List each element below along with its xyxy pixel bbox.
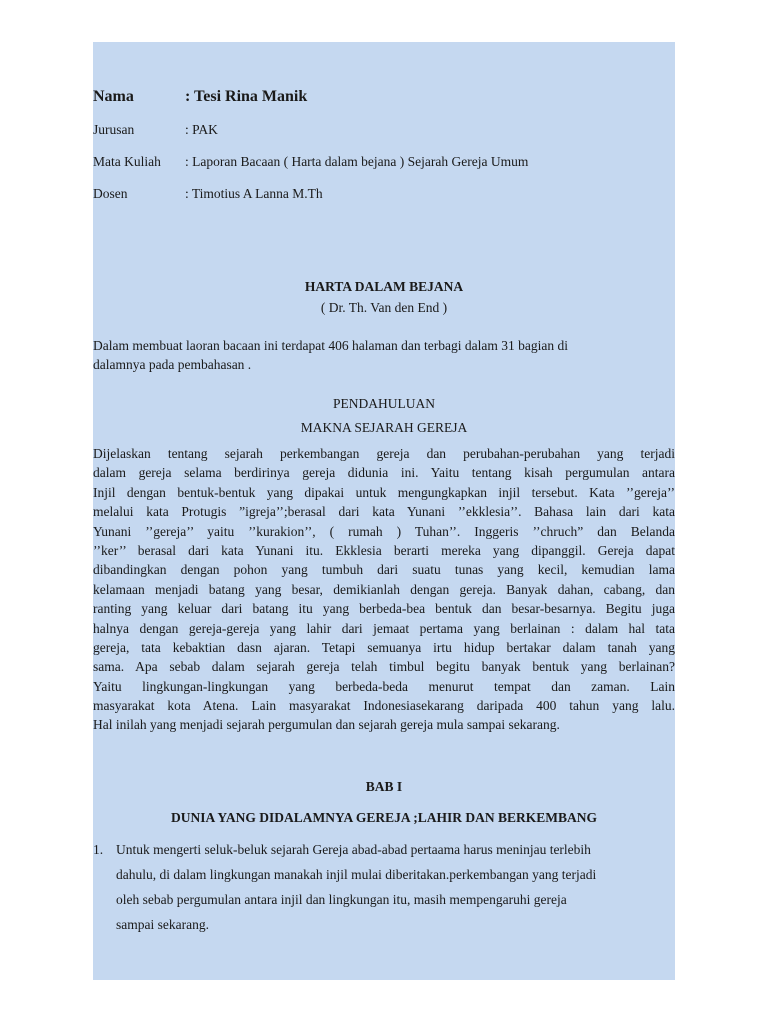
mata-kuliah-label: Mata Kuliah xyxy=(93,154,161,169)
pendahuluan-line: masyarakat kota Atena. Lain masyarakat Indonesiasekarang daripada 400 tahun yang lalu. xyxy=(93,698,675,714)
intro-line: Dalam membuat laoran bacaan ini terdapat 406 halaman dan terbagi dalam 31 bagian di xyxy=(93,338,568,353)
pendahuluan-line: Hal inilah yang menjadi sejarah pergumulan dan sejarah gereja mula sampai sekarang. xyxy=(93,717,560,733)
pendahuluan-line: melalui kata Protugis ”igreja’’;berasal dari kata Yunani ’’ekklesia’’. Bahasa lain dari kata xyxy=(93,504,675,520)
pendahuluan-line: Injil dengan bentuk-bentuk yang dipakai untuk mengungkapkan injil tersebut. Kata ’’gereja’’ xyxy=(93,484,675,500)
pendahuluan-line: dalam gereja selama berdirinya gereja didunia ini. Yaitu tentang kisah pergumulan antara xyxy=(93,465,675,481)
intro-paragraph xyxy=(93,336,675,375)
document-title: HARTA DALAM BEJANA xyxy=(304,279,464,294)
pendahuluan-line: ranting yang keluar dari batang itu yang berbeda-bea bentuk dan besar-besarnya. Begitu juga xyxy=(93,601,675,617)
pendahuluan-line: sama. Apa sebab dalam sejarah gereja telah timbul begitu banyak bentuk yang berlainan? xyxy=(93,659,675,675)
pendahuluan-line: dibandingkan dengan pohon yang tumbuh dari suatu tunas yang kecil, kemudian lama xyxy=(93,562,675,578)
list-item-line: oleh sebab pergumulan antara injil dan lingkungan itu, masih mempengaruhi gereja xyxy=(116,892,567,907)
document-author: ( Dr. Th. Van den End ) xyxy=(320,300,448,315)
intro-line: dalamnya pada pembahasan . xyxy=(93,357,252,373)
pendahuluan-line: ’’ker’’ berasal dari kata Yunani itu. Ekklesia berarti mereka yang dipanggil. Gereja dapat xyxy=(93,542,675,558)
mata-kuliah-value: : Laporan Bacaan ( Harta dalam bejana ) Sejarah Gereja Umum xyxy=(185,154,529,169)
document-page xyxy=(93,42,675,980)
jurusan-value: : PAK xyxy=(185,122,218,137)
pendahuluan-line: halnya dengan gereja-gereja yang lahir dari jemaat pertama yang berlainan : dalam hal tata xyxy=(93,620,675,636)
list-item-text xyxy=(116,837,671,937)
pendahuluan-line: gereja, tata kebaktian dasn ajaran. Tetapi semuanya irtu hidup bertakar dalam tanah yang xyxy=(93,639,675,655)
pendahuluan-line: Yaitu lingkungan-lingkungan yang berbeda-beda menurut tempat dan zaman. Lain xyxy=(93,678,675,694)
dosen-label: Dosen xyxy=(93,186,128,201)
bab1-subheading: DUNIA YANG DIDALAMNYA GEREJA ;LAHIR DAN BERKEMBANG xyxy=(170,810,598,825)
pendahuluan-heading: PENDAHULUAN xyxy=(333,396,435,411)
dosen-value: : Timotius A Lanna M.Th xyxy=(185,186,323,201)
list-item-number: 1. xyxy=(93,842,104,857)
list-item-line: Untuk mengerti seluk-beluk sejarah Gereja abad-abad pertaama harus meninjau terlebih xyxy=(116,842,591,857)
bab1-heading: BAB I xyxy=(365,779,403,794)
pendahuluan-subheading: MAKNA SEJARAH GEREJA xyxy=(300,420,468,435)
pendahuluan-paragraph xyxy=(93,444,675,735)
pendahuluan-line: Dijelaskan tentang sejarah perkembangan gereja dan perubahan-perubahan yang terjadi xyxy=(93,446,675,461)
pendahuluan-line: kelamaan menjadi batang yang besar, demikianlah dengan gereja. Banyak dahan, cabang, dan xyxy=(93,581,675,597)
pendahuluan-line: Yunani ’’gereja’’ yaitu ’’kurakion’’, ( rumah ) Tuhan’’. Inggeris ’’chruch” dan Belanda xyxy=(93,523,675,539)
name-value: : Tesi Rina Manik xyxy=(185,88,308,105)
list-item-line: sampai sekarang. xyxy=(116,917,209,932)
name-label: Nama xyxy=(93,88,134,105)
jurusan-label: Jurusan xyxy=(93,122,135,137)
list-item-line: dahulu, di dalam lingkungan manakah injil mulai diberitakan.perkembangan yang terjadi xyxy=(116,867,597,882)
